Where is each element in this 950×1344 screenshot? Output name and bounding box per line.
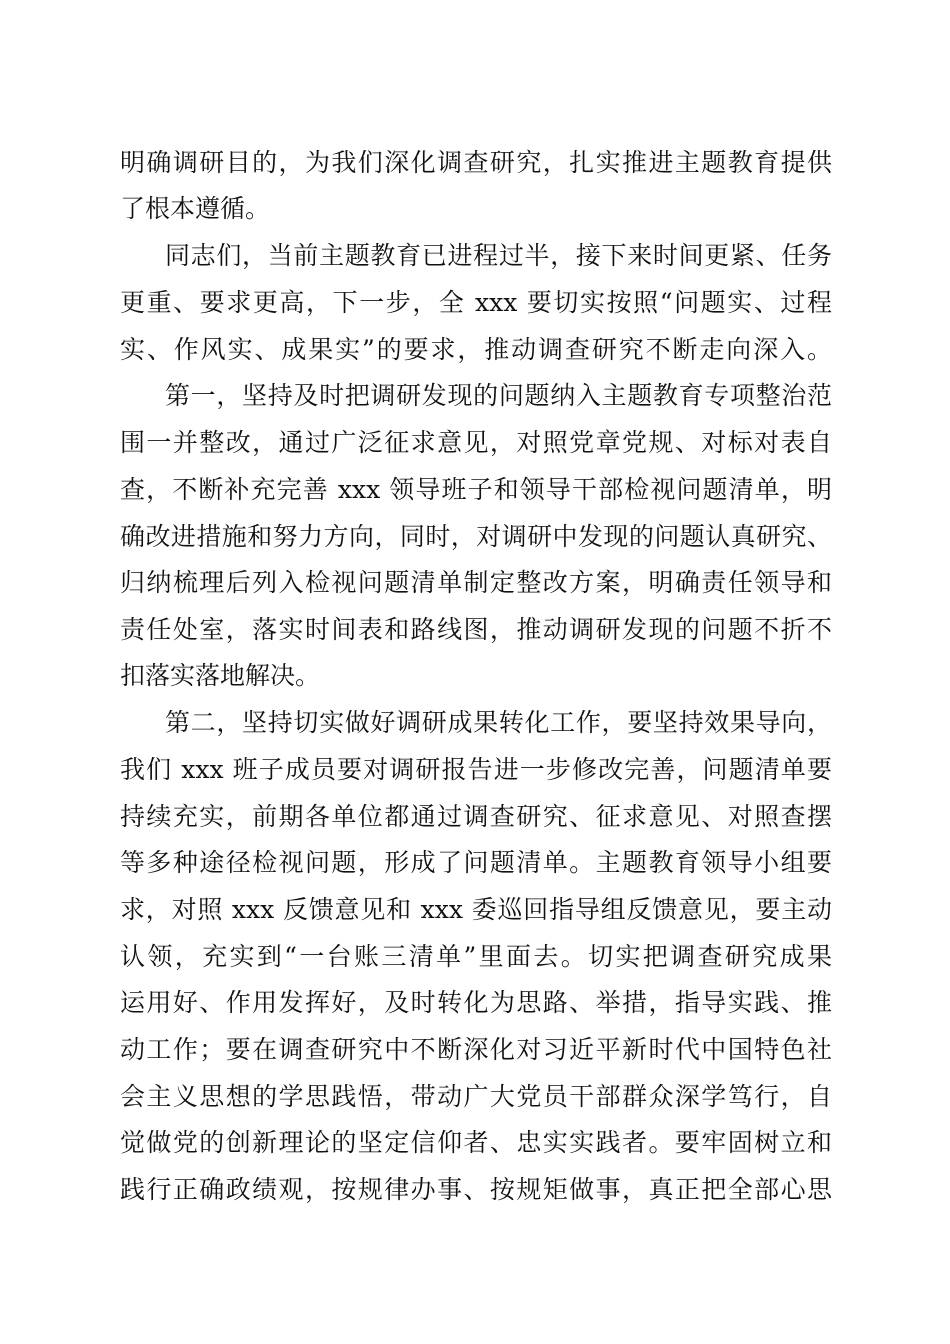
body-text-line: 等多种途径检视问题，形成了问题清单。主题教育领导小组要 (120, 848, 832, 877)
body-text-line: 围一并整改，通过广泛征求意见，对照党章党规、对标对表自 (120, 428, 832, 457)
body-text-line: 更重、要求更高，下一步，全 xxx 要切实按照“问题实、过程 (120, 288, 832, 317)
body-text-line: 了根本遵循。 (120, 194, 271, 223)
body-text-line: 持续充实，前期各单位都通过调查研究、征求意见、对照查摆 (120, 802, 832, 831)
body-text-line: 会主义思想的学思践悟，带动广大党员干部群众深学笃行，自 (120, 1082, 832, 1111)
body-text-line: 我们 xxx 班子成员要对调研报告进一步修改完善，问题清单要 (120, 755, 832, 784)
body-text-line: 实、作风实、成果实”的要求，推动调查研究不断走向深入。 (120, 335, 832, 364)
body-text-line: 动工作；要在调查研究中不断深化对习近平新时代中国特色社 (120, 1035, 832, 1064)
paragraph-first-line: 第一，坚持及时把调研发现的问题纳入主题教育专项整治范 (165, 381, 832, 410)
body-text-line: 归纳梳理后列入检视问题清单制定整改方案，明确责任领导和 (120, 568, 832, 597)
paragraph-first-line: 同志们，当前主题教育已进程过半，接下来时间更紧、任务 (165, 241, 832, 270)
body-text-line: 践行正确政绩观，按规律办事、按规矩做事，真正把全部心思 (120, 1175, 832, 1204)
body-text-line: 认领，充实到“一台账三清单”里面去。切实把调查研究成果 (120, 942, 832, 971)
body-text-line: 运用好、作用发挥好，及时转化为思路、举措，指导实践、推 (120, 988, 832, 1017)
body-text-line: 求，对照 xxx 反馈意见和 xxx 委巡回指导组反馈意见，要主动 (120, 895, 832, 924)
body-text-line: 查，不断补充完善 xxx 领导班子和领导干部检视问题清单，明 (120, 475, 832, 504)
body-text-line: 扣落实落地解决。 (120, 661, 321, 690)
body-text-line: 觉做党的创新理论的坚定信仰者、忠实实践者。要牢固树立和 (120, 1128, 832, 1157)
paragraph-first-line: 第二，坚持切实做好调研成果转化工作，要坚持效果导向， (165, 708, 832, 737)
body-text-line: 明确调研目的，为我们深化调查研究，扎实推进主题教育提供 (120, 148, 832, 177)
body-text-line: 确改进措施和努力方向，同时，对调研中发现的问题认真研究、 (120, 522, 832, 551)
body-text-line: 责任处室，落实时间表和路线图，推动调研发现的问题不折不 (120, 615, 832, 644)
